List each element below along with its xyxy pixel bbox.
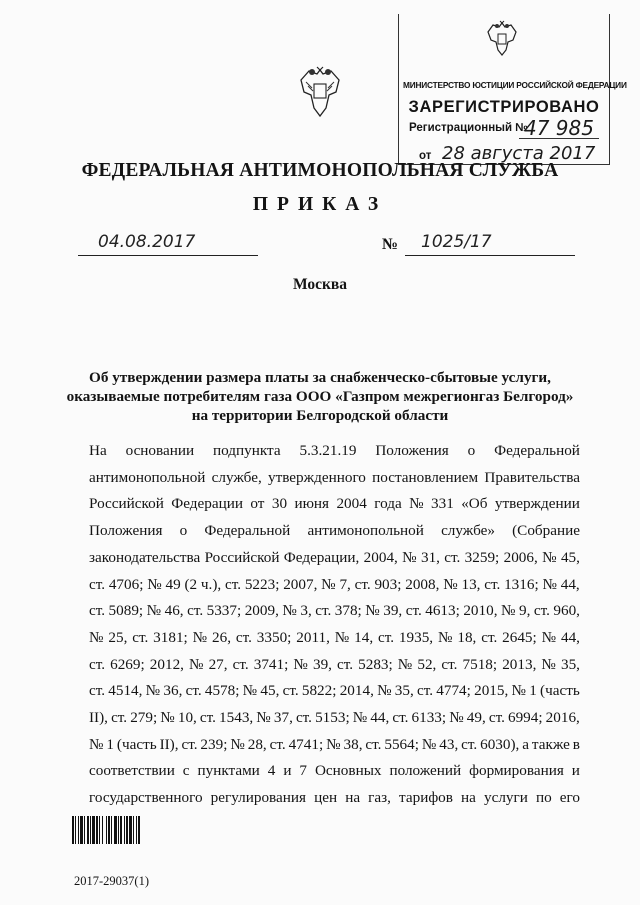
body-line: Положения о Федеральной антимонопольной службе» (Собрание (89, 522, 580, 540)
body-line: II), ст. 279; № 10, ст. 1543, № 37, ст. 5153; № 44, ст. 6133; № 49, ст. 6994; 2016, (89, 709, 580, 727)
stamp-registered-label: ЗАРЕГИСТРИРОВАНО (408, 98, 600, 116)
document-type: ПРИКАЗ (252, 194, 388, 215)
body-line: ст. 4514, № 36, ст. 4578; № 45, ст. 5822; 2014, № 35, ст. 4774; 2015, № 1 (часть (89, 682, 580, 700)
agency-name: ФЕДЕРАЛЬНАЯ АНТИМОНОПОЛЬНАЯ СЛУЖБА (81, 160, 559, 181)
body-line: № 25, ст. 3181; № 26, ст. 3350; 2011, № 14, ст. 1935, № 18, ст. 2645; № 44, (89, 628, 580, 646)
stamp-ministry-label: МИНИСТЕРСТВО ЮСТИЦИИ РОССИЙСКОЙ ФЕДЕРАЦИИ (403, 80, 627, 90)
city: Москва (292, 276, 348, 293)
title-line: оказываемые потребителям газа ООО «Газпром межрегионгаз Белгород» (66, 388, 574, 405)
body-line: законодательства Российской Федерации, 2004, № 31, ст. 3259; 2006, № 45, (89, 548, 580, 566)
document-title (60, 368, 580, 425)
stamp-date-value: 28 августа 2017 (439, 144, 592, 165)
title-line: Об утверждении размера платы за снабженческо-сбытовые услуги, (89, 369, 551, 386)
body-line: антимонопольной службе, утвержденного постановлением Правительства (89, 468, 580, 486)
stamp-reg-number-value: 47 985 (519, 118, 599, 139)
order-number-label: № (382, 236, 399, 253)
coat-of-arms-icon (296, 64, 344, 136)
order-date: 04.08.2017 (78, 232, 258, 256)
body-line: ст. 5089; № 46, ст. 5337; 2009, № 3, ст. 378; № 39, ст. 4613; 2010, № 9, ст. 960, (89, 602, 580, 620)
body-text (89, 438, 580, 812)
document-code: 2017-29037(1) (74, 874, 149, 888)
stamp-reg-number-label: Регистрационный № (409, 122, 529, 134)
registration-stamp (398, 14, 627, 165)
body-line: Российской Федерации от 30 июня 2004 года № 331 «Об утверждении (89, 495, 580, 513)
body-line: На основании подпункта 5.3.21.19 Положения о Федеральной (89, 442, 580, 459)
title-line: на территории Белгородской области (191, 407, 449, 424)
stamp-coat-of-arms-icon (485, 20, 519, 58)
body-line: ст. 4706; № 49 (2 ч.), ст. 5223; 2007, № 7, ст. 903; 2008, № 13, ст. 1316; № 44, (89, 575, 580, 593)
body-line: соответствии с пунктами 4 и 7 Основных положений формирования и (89, 762, 580, 780)
body-line: № 1 (часть II), ст. 239; № 28, ст. 4741; № 38, ст. 5564; № 43, ст. 6030), а также в (89, 735, 580, 753)
body-line: ст. 6269; 2012, № 27, ст. 3741; № 39, ст. 5283; № 52, ст. 7518; 2013, № 35, (89, 655, 580, 673)
order-number: 1025/17 (405, 232, 575, 256)
body-line: государственного регулирования цен на газ, тарифов на услуги по его (89, 789, 580, 807)
stamp-date-label: от (419, 150, 432, 162)
barcode-icon (72, 816, 164, 844)
